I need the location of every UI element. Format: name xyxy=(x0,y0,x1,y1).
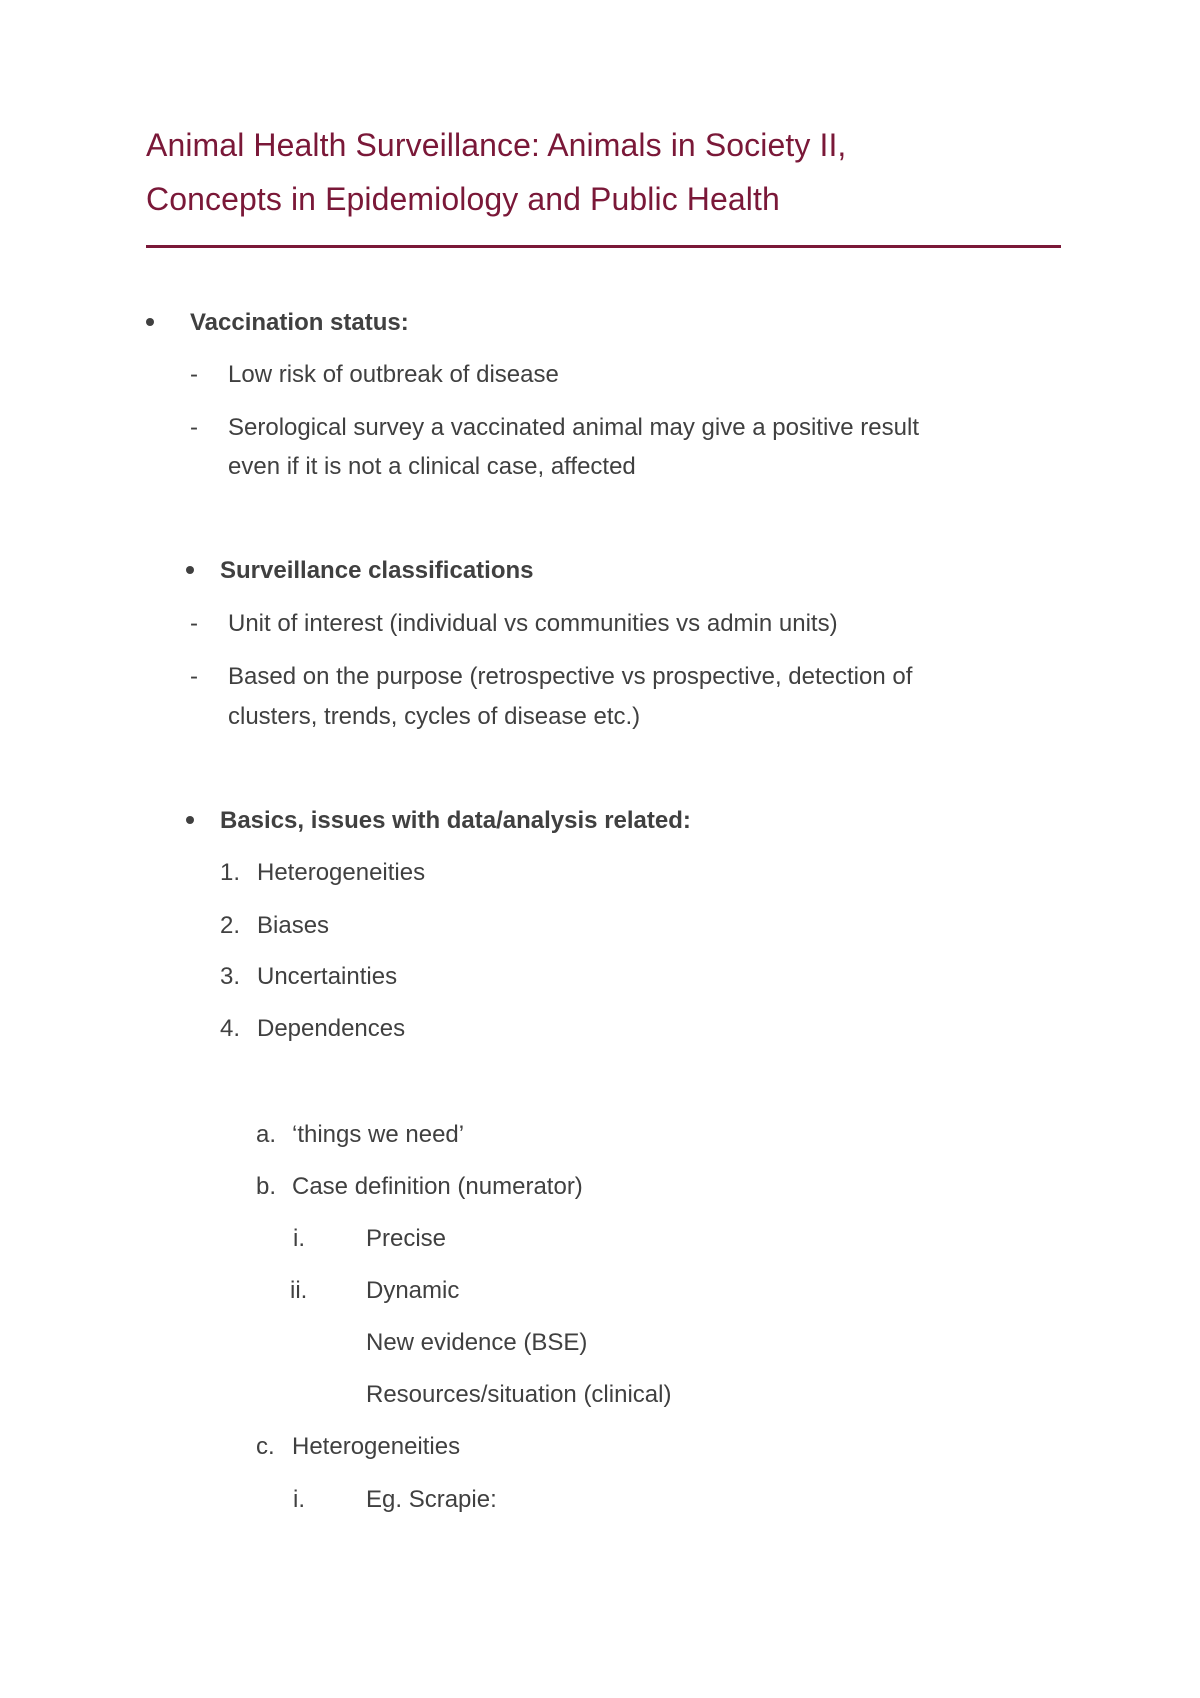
list-item-continuation: clusters, trends, cycles of disease etc.) xyxy=(228,703,641,730)
roman-item: Eg. Scrapie: xyxy=(366,1486,497,1513)
numbered-marker: 1. xyxy=(220,859,241,886)
roman-item: Dynamic xyxy=(366,1277,460,1304)
numbered-marker: 2. xyxy=(220,912,241,939)
section-heading-surveillance: Surveillance classifications xyxy=(220,557,534,584)
roman-marker: i. xyxy=(293,1225,305,1252)
dash-marker: - xyxy=(190,414,198,441)
list-item: Based on the purpose (retrospective vs prospective, detection of xyxy=(228,663,913,690)
list-item: Low risk of outbreak of disease xyxy=(228,361,559,388)
bullet-icon xyxy=(146,318,154,326)
lettered-item: Case definition (numerator) xyxy=(292,1173,583,1200)
section-heading-basics: Basics, issues with data/analysis related: xyxy=(220,807,691,834)
bullet-icon xyxy=(186,816,194,824)
dash-marker: - xyxy=(190,610,198,637)
section-heading-vaccination: Vaccination status: xyxy=(190,309,409,336)
numbered-item: Dependences xyxy=(257,1015,406,1042)
title-divider xyxy=(146,245,1061,248)
page-title-line-2: Concepts in Epidemiology and Public Health xyxy=(146,181,780,217)
numbered-marker: 3. xyxy=(220,963,241,990)
note-item: New evidence (BSE) xyxy=(366,1329,588,1356)
roman-marker: i. xyxy=(293,1486,305,1513)
roman-marker: ii. xyxy=(290,1277,308,1304)
lettered-marker: b. xyxy=(256,1173,277,1200)
lettered-item: Heterogeneities xyxy=(292,1433,461,1460)
list-item: Unit of interest (individual vs communities vs admin units) xyxy=(228,610,838,637)
roman-item: Precise xyxy=(366,1225,447,1252)
lettered-marker: c. xyxy=(256,1433,275,1460)
dash-marker: - xyxy=(190,361,198,388)
bullet-icon xyxy=(186,566,194,574)
numbered-item: Uncertainties xyxy=(257,963,398,990)
note-item: Resources/situation (clinical) xyxy=(366,1381,672,1408)
dash-marker: - xyxy=(190,663,198,690)
numbered-item: Biases xyxy=(257,912,330,939)
lettered-marker: a. xyxy=(256,1121,277,1148)
list-item: Serological survey a vaccinated animal may give a positive result xyxy=(228,414,919,441)
page-title xyxy=(146,118,1066,226)
list-item-continuation: even if it is not a clinical case, affected xyxy=(228,453,636,480)
numbered-item: Heterogeneities xyxy=(257,859,426,886)
numbered-marker: 4. xyxy=(220,1015,241,1042)
lettered-item: ‘things we need’ xyxy=(292,1121,465,1148)
page-title-line-1: Animal Health Surveillance: Animals in Society II, xyxy=(146,127,847,163)
